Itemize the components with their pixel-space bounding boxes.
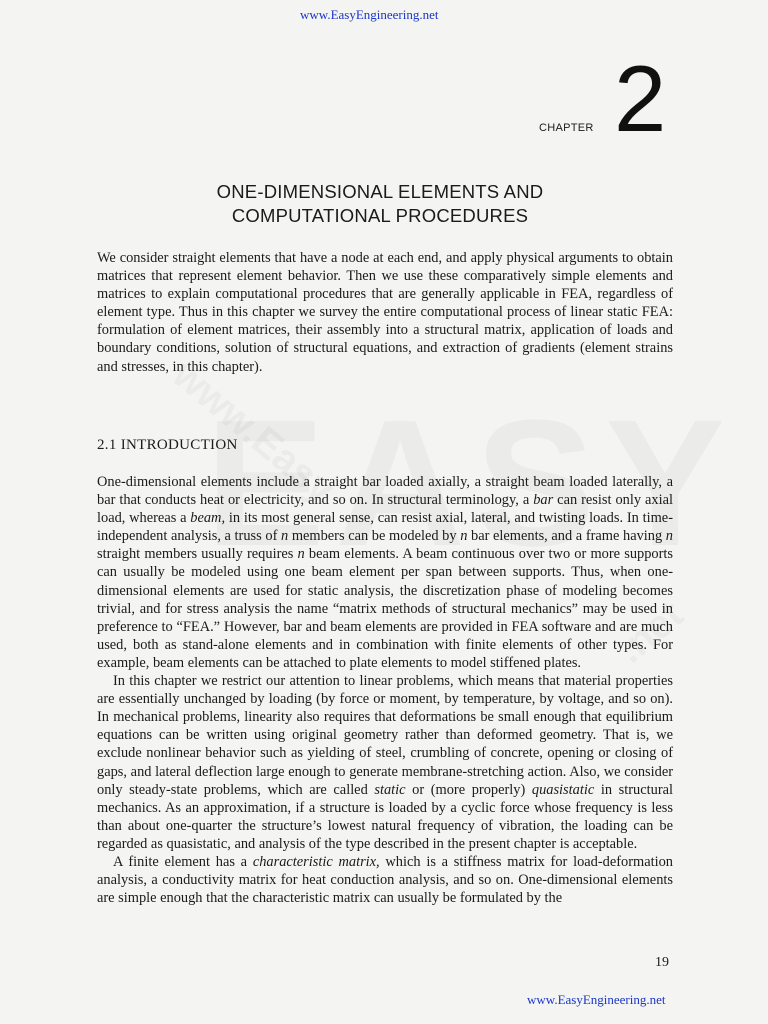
variable-n: n [297,546,305,563]
chapter-title-line-1: ONE-DIMENSIONAL ELEMENTS AND [216,181,544,202]
chapter-title [150,180,610,228]
variable-n: n [460,528,468,545]
chapter-abstract [97,249,673,376]
paragraph-3: A finite element has a characteristic matrix, which is a stiffness matrix for load-deformation analysis, a conductivity matrix for heat conduction analysis, and so on. One-dimensional elements are simple enough that the characteristic matrix can usually be formulated by the [97,853,673,907]
chapter-label: CHAPTER [539,122,594,134]
chapter-number: 2 [614,46,667,151]
term-beam: beam, [190,510,226,527]
term-bar: bar [533,492,554,509]
term-static: static [374,781,406,798]
introduction-body [97,473,673,907]
term-characteristic-matrix: characteristic matrix, [252,853,380,870]
paragraph-1: One-dimensional elements include a straight bar loaded axially, a straight beam loaded laterally, a bar that conducts heat or electricity, and so on. In structural terminology, a bar can resist only axial load, whereas a beam, in its most general sense, can resist axial, lateral, and twisting loads. In time-independent analysis, a truss of n members can be modeled by n bar elements, and a frame having n straight members usually requires n beam elements. A beam continuous over two or more supports can usually be modeled using one beam element per span between supports. Thus, when one-dimensional elements are used for static analysis, the discretization phase of modeling becomes trivial, and for stress analysis the name “matrix methods of structural mechanics” may be used in preference to “FEA.” However, bar and beam elements are provided in FEA software and are much used, both as stand-alone elements and in combination with finite elements of other types. For example, beam elements can be attached to plate elements to model stiffened plates. [97,474,673,671]
variable-n: n [280,528,289,545]
page-number: 19 [655,955,669,970]
paragraph-2: In this chapter we restrict our attention to linear problems, which means that material properties are essentially unchanged by loading (by force or moment, by temperature, by voltage, and so on). In mechanical problems, linearity also requires that deformations be small enough that equilibrium equations can be written using original geometry rather than deformed geometry. That is, we exclude nonlinear behavior such as yielding of steel, crumbling of concrete, opening or closing of gaps, and lateral deflection large enough to generate membrane-stretching action. Also, we consider only steady-state problems, which are called static or (more properly) quasistatic in structural mechanics. As an approximation, if a structure is loaded by a cyclic force whose frequency is less than about one-quarter the structure’s lowest natural frequency of vibration, the loading can be regarded as quasistatic, and analysis of the type described in the present chapter is acceptable. [97,673,673,852]
header-website-link[interactable]: www.EasyEngineering.net [300,7,439,22]
term-quasistatic: quasistatic [531,781,595,798]
variable-n: n [665,528,673,545]
chapter-title-line-2: COMPUTATIONAL PROCEDURES [231,205,529,226]
section-heading: 2.1 INTRODUCTION [97,437,238,453]
abstract-paragraph: We consider straight elements that have a node at each end, and apply physical arguments to obtain matrices that represent element behavior. Then we use these comparatively simple elements and matrices to explain computational procedures that are generally applicable in FEA, regardless of element type. Thus in this chapter we survey the entire computational process of linear static FEA: formulation of element matrices, their assembly into a structural matrix, application of loads and boundary conditions, solution of structural equations, and extraction of gradients (element strains and stresses, in this chapter). [97,250,673,375]
footer-website-link[interactable]: www.EasyEngineering.net [527,992,666,1007]
